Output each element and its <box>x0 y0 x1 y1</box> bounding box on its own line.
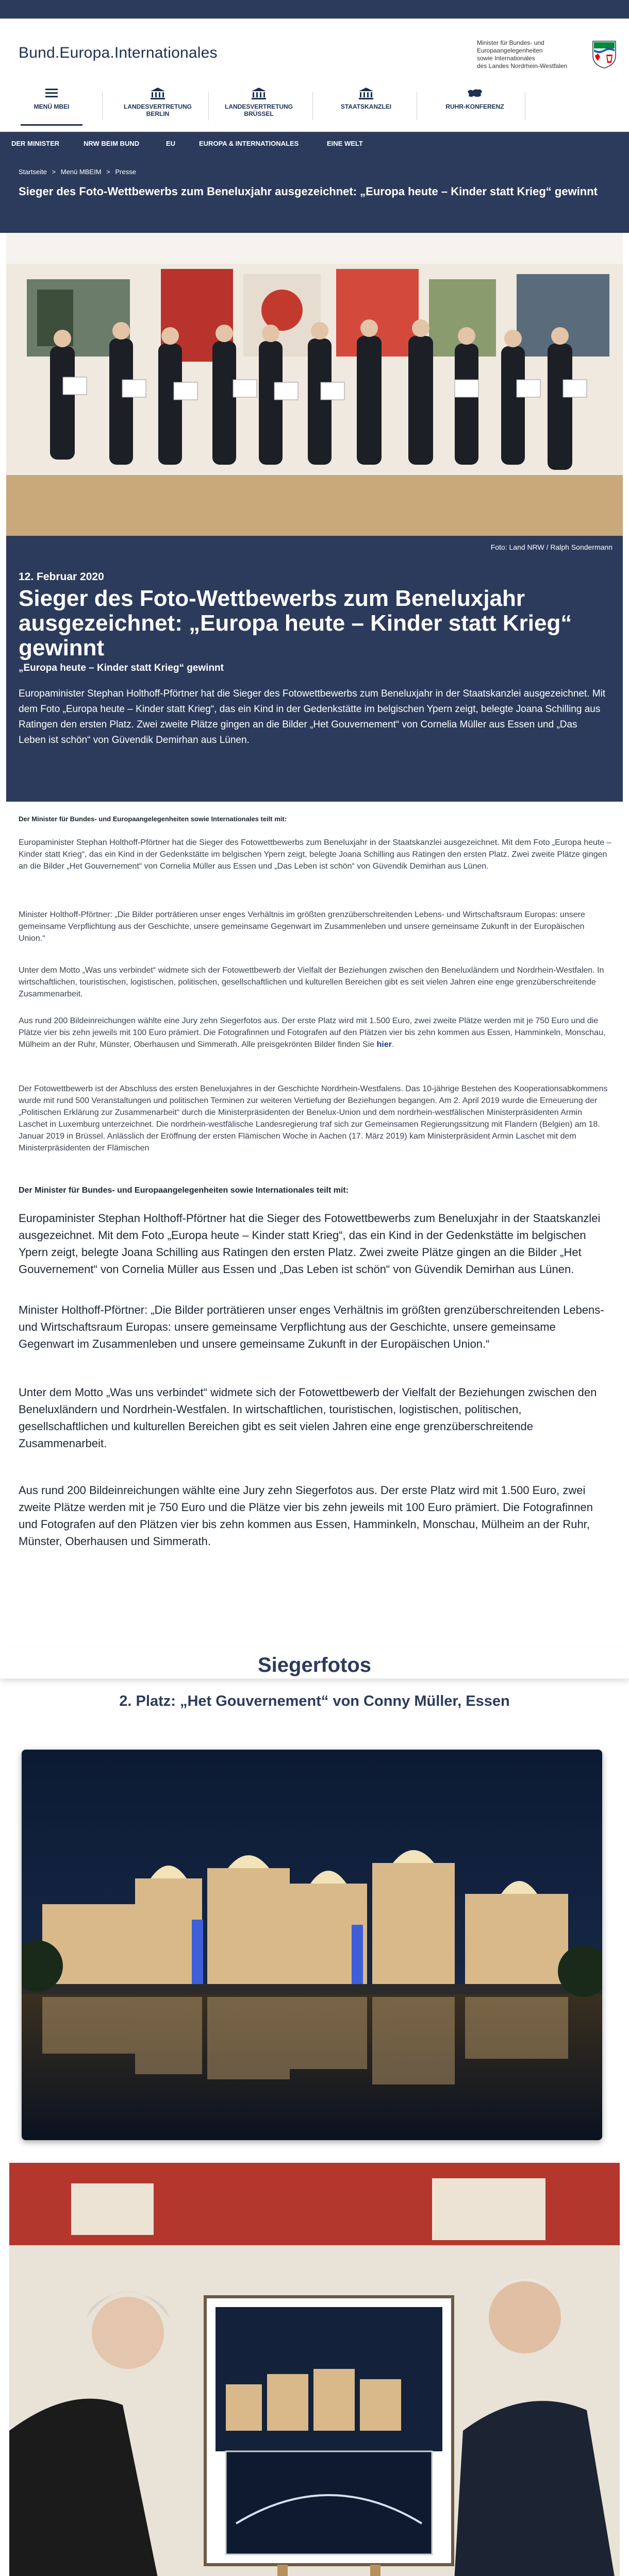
winners-heading: Siegerfotos <box>257 1654 372 1676</box>
paragraph: Der Fotowettbewerb ist der Abschluss des ersten Beneluxjahres in der Geschichte Nordrhein-Westfalens. Das 10-jährige Bestehen des Kooperationsabkommens wurde mit rund 500 Veranstaltungen und politischen Terminen zur weiteren Vertiefung der Beziehungen begangen. Am 2. April 2019 wurde die Erneuerung der „Politischen Erklärung zur Zusammenarbeit“ durch die Ministerpräsidenten der Benelux-Union und dem nordrhein-westfälischen Ministerpräsidenten Armin Laschet in Luxemburg unterzeichnet. Die nordrhein-westfälische Landesregierung traf sich zur Gemeinsamen Regierungssitzung mit Flandern (Belgien) am 18. Januar 2019 in Brüssel. Anlässlich der Eröffnung der ersten Flämischen Woche in Aachen (17. März 2019) kam Ministerpräsident Armin Laschet mit dem Ministerpräsidenten der Flämischen <box>19 1084 608 1153</box>
winners-link[interactable]: hier <box>376 1040 392 1049</box>
hero-photo <box>6 233 623 536</box>
section-heading: Der Minister für Bundes- und Europaangelegenheiten sowie Internationales teilt mit: <box>19 815 287 823</box>
sub-nav <box>0 132 629 156</box>
breadcrumb-separator: > <box>106 168 110 176</box>
breadcrumb-item[interactable]: Presse <box>115 168 136 176</box>
award-ceremony-photo <box>9 2163 620 2576</box>
winners-section-header <box>0 1648 629 1679</box>
page-title: Sieger des Foto-Wettbewerbs zum Beneluxjahr ausgezeichnet: „Europa heute – Kinder statt Krieg“ gewinnt <box>19 185 598 198</box>
ministry-line: des Landes Nordrhein-Westfalen <box>477 62 568 70</box>
group-photo-image <box>6 233 623 536</box>
nav-divider <box>312 92 313 121</box>
nav-divider <box>102 92 103 121</box>
article-title: Sieger des Foto-Wettbewerbs zum Beneluxjahr ausgezeichnet: „Europa heute – Kinder statt Krieg“ gewinnt <box>19 586 572 660</box>
nav-item-staatskanzlei[interactable] <box>330 87 402 126</box>
nav-divider <box>208 92 209 121</box>
article-intro: Europaminister Stephan Holthoff-Pförtner hat die Sieger des Fotowettbewerbs zum Beneluxjahr in der Staatskanzlei ausgezeichnet. Mit dem Foto „Europa heute – Kinder statt Krieg“, das ein Kind in der Gedenkstätte im belgischen Ypern zeigt, belegte Joana Schilling aus Ratingen den ersten Platz. Zwei zweite Plätze gingen an die Bilder „Het Gouvernement“ von Cornelia Müller aus Essen und „Das Leben ist schön“ von Güvendik Demirhan aus Lünen. <box>19 688 606 745</box>
section-heading: Der Minister für Bundes- und Europaangelegenheiten sowie Internationales teilt mit: <box>19 1186 349 1195</box>
nav-item-label: STAATSKANZLEI <box>340 103 392 110</box>
site-header <box>0 19 629 79</box>
article-lead <box>6 560 623 802</box>
ruhr-map-icon <box>467 87 483 100</box>
nav-item-menu[interactable] <box>21 87 82 126</box>
award-photo <box>9 2163 620 2576</box>
main-nav <box>0 79 629 132</box>
nav-item-ruhr-konferenz[interactable] <box>436 87 514 126</box>
nav-item-berlin[interactable] <box>117 87 199 126</box>
article-date: 12. Februar 2020 <box>19 571 104 583</box>
winner-photo <box>22 1750 602 2140</box>
night-building-photo <box>22 1750 602 2140</box>
subnav-item-nrw-beim-bund[interactable]: NRW BEIM BUND <box>84 140 140 147</box>
paragraph: Europaminister Stephan Holthoff-Pförtner hat die Sieger des Fotowettbewerbs zum Beneluxjahr in der Staatskanzlei ausgezeichnet. Mit dem Foto „Europa heute – Kinder statt Krieg“, das ein Kind in der Gedenkstätte im belgischen Ypern zeigt, belegte Joana Schilling aus Ratingen den ersten Platz. Zwei zweite Plätze gingen an die Bilder „Het Gouvernement“ von Cornelia Müller aus Essen und „Das Leben ist schön“ von Güvendik Demirhan aus Lünen. <box>19 1212 601 1276</box>
nav-item-label: RUHR-KONFERENZ <box>445 103 504 110</box>
site-title-link[interactable]: Bund.Europa.Internationales <box>19 44 218 61</box>
paragraph <box>19 1015 611 1050</box>
breadcrumb <box>19 168 136 176</box>
nav-item-label: LANDESVERTRETUNG BRÜSSEL <box>224 103 293 117</box>
paragraph: Unter dem Motto „Was uns verbindet“ widmete sich der Fotowettbewerb der Vielfalt der Beziehungen zwischen den Beneluxländern und Nordrhein-Westfalen. In wirtschaftlichen, touristischen, logistischen, politischen, gesellschaftlichen und kulturellen Bereichen gibt es seit vielen Jahren eine enge grenzüberschreitende Zusammenarbeit. <box>19 966 604 998</box>
nav-item-label: LANDESVERTRETUNG BERLIN <box>123 103 192 117</box>
building-icon <box>150 87 166 100</box>
paragraph-text: Aus rund 200 Bildeinreichungen wählte eine Jury zehn Siegerfotos aus. Der erste Platz wird mit 1.500 Euro, zwei zweite Plätze werden mit je 750 Euro und die Plätze vier bis zehn jeweils mit 100 Euro prämiert. Die Fotografinnen und Fotografen auf den Plätzen vier bis zehn kommen aus Essen, Hamminkeln, Monschau, Mülheim an der Ruhr, Münster, Oberhausen und Simmerath. Alle preisgekrönten Bilder finden Sie <box>19 1016 606 1049</box>
nav-item-label: MENÜ MBEI <box>34 103 70 110</box>
paragraph: Minister Holthoff-Pförtner: „Die Bilder porträtieren unser enges Verhältnis im größten grenzüberschreitenden Lebens- und Wirtschaftsraum Europas: unsere gemeinsame Verpflichtung aus der Geschichte, unsere gemeinsame Gegenwart im Zusammenleben und unsere gemeinsame Zukunft in der Europäischen Union.“ <box>19 1303 604 1350</box>
subnav-item-eu[interactable]: EU <box>166 140 176 147</box>
ministry-line: Minister für Bundes- und Europaangelegenheiten <box>477 39 544 54</box>
ministry-name <box>477 39 585 70</box>
nav-item-bruessel[interactable] <box>218 87 300 126</box>
article-subtitle: „Europa heute – Kinder statt Krieg“ gewinnt <box>19 663 224 673</box>
subnav-item-europa-internationales[interactable]: EUROPA & INTERNATIONALES <box>199 140 299 147</box>
ministry-line: sowie Internationales <box>477 55 535 62</box>
photo-credit: Foto: Land NRW / Ralph Sondermann <box>490 543 613 551</box>
winner-place-title: 2. Platz: „Het Gouvernement“ von Conny Müller, Essen <box>119 1693 510 1709</box>
paragraph: Minister Holthoff-Pförtner: „Die Bilder porträtieren unser enges Verhältnis im größten grenzüberschreitenden Lebens- und Wirtschaftsraum Europas: unsere gemeinsame Verpflichtung aus der Geschichte, unsere gemeinsame Gegenwart im Zusammenleben und unsere gemeinsame Zukunft in der Europäischen Union.“ <box>19 910 585 943</box>
building-icon <box>251 87 267 100</box>
paragraph: Europaminister Stephan Holthoff-Pförtner hat die Sieger des Fotowettbewerbs zum Beneluxjahr in der Staatskanzlei ausgezeichnet. Mit dem Foto „Europa heute – Kinder statt Krieg“, das ein Kind in der Gedenkstätte im belgischen Ypern zeigt, belegte Joana Schilling aus Ratingen den ersten Platz. Zwei zweite Plätze gingen an die Bilder „Het Gouvernement“ von Cornelia Müller aus Essen und „Das Leben ist schön“ von Güvendik Demirhan aus Lünen. <box>19 838 611 871</box>
paragraph: Unter dem Motto „Was uns verbindet“ widmete sich der Fotowettbewerb der Vielfalt der Beziehungen zwischen den Beneluxländern und Nordrhein-Westfalen. In wirtschaftlichen, touristischen, logistischen, politischen, gesellschaftlichen und kulturellen Bereichen gibt es seit vielen Jahren eine enge grenzüberschreitende Zusammenarbeit. <box>19 1386 597 1450</box>
subnav-item-eine-welt[interactable]: EINE WELT <box>327 140 363 147</box>
breadcrumb-item[interactable]: Startseite <box>19 168 47 176</box>
photo-credit-bar <box>6 536 623 560</box>
nrw-crest-logo <box>592 40 617 69</box>
paragraph: Aus rund 200 Bildeinreichungen wählte eine Jury zehn Siegerfotos aus. Der erste Platz wird mit 1.500 Euro, zwei zweite Plätze werden mit je 750 Euro und die Plätze vier bis zehn jeweils mit 100 Euro prämiert. Die Fotografinnen und Fotografen auf den Plätzen vier bis zehn kommen aus Essen, Hamminkeln, Monschau, Mülheim an der Ruhr, Münster, Oberhausen und Simmerath. <box>19 1484 593 1548</box>
breadcrumb-separator: > <box>52 168 56 176</box>
menu-icon <box>43 87 60 100</box>
paragraph-text: . <box>391 1040 394 1049</box>
building-icon <box>358 87 374 100</box>
subnav-item-minister[interactable]: DER MINISTER <box>11 140 60 147</box>
top-bar <box>0 0 629 19</box>
breadcrumb-item[interactable]: Menü MBEIM <box>60 168 102 176</box>
